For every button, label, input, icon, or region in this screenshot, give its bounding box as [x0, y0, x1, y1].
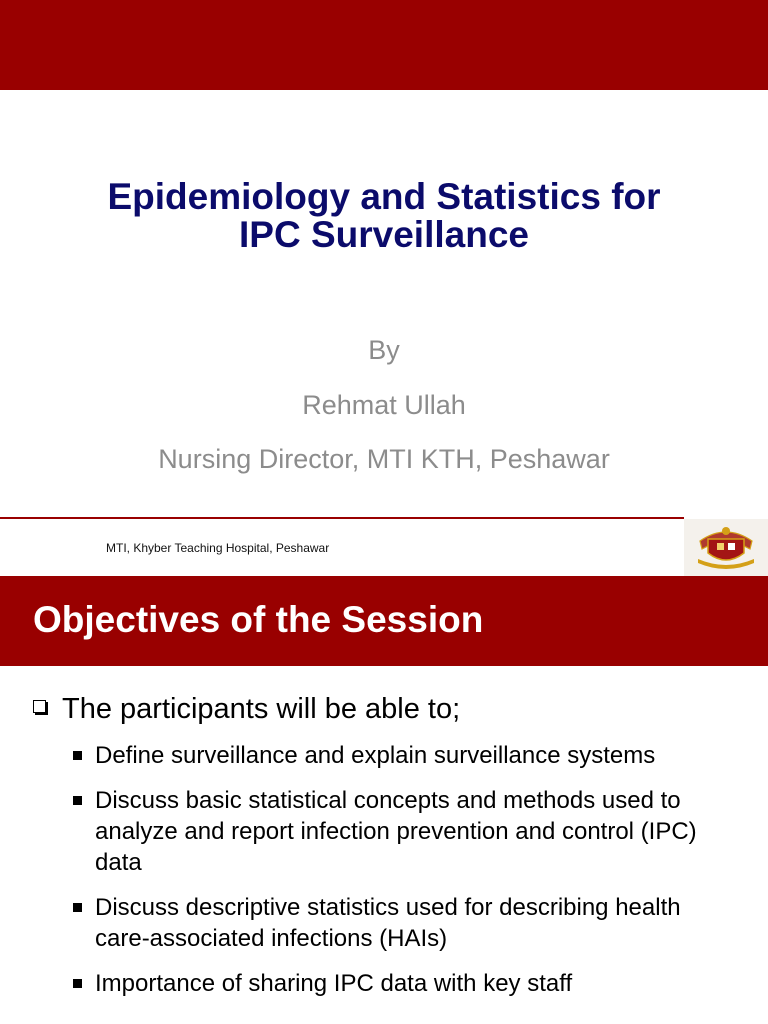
list-item-text: Define surveillance and explain surveillance systems — [95, 742, 656, 769]
list-item — [73, 968, 733, 999]
hospital-crest-icon — [684, 519, 768, 576]
list-item-text: Discuss basic statistical concepts and methods used to analyze and report infection prevention and control (IPC) data — [95, 787, 697, 876]
top-band — [0, 0, 768, 90]
objectives-heading: Objectives of the Session — [33, 599, 484, 640]
intro-text: The participants will be able to; — [62, 693, 461, 725]
slide-title-line-1: Epidemiology and Statistics for — [107, 176, 661, 217]
square-bullet-icon — [73, 903, 82, 912]
objectives-list — [73, 740, 733, 1013]
list-item — [73, 785, 733, 878]
list-item — [73, 740, 733, 771]
footer-text: MTI, Khyber Teaching Hospital, Peshawar — [106, 541, 330, 555]
author-role: Nursing Director, MTI KTH, Peshawar — [158, 444, 610, 474]
list-item-text: Importance of sharing IPC data with key staff — [95, 970, 573, 997]
square-bullet-icon — [73, 751, 82, 760]
square-bullet-icon — [73, 796, 82, 805]
objectives-slide — [0, 576, 768, 1024]
author-name: Rehmat Ullah — [302, 390, 466, 420]
footer-divider — [0, 517, 684, 519]
by-label: By — [368, 335, 400, 365]
slide-title-line-2: IPC Surveillance — [239, 214, 529, 255]
slide-title — [0, 178, 768, 254]
list-item — [73, 892, 733, 954]
list-item-text: Discuss descriptive statistics used for describing health care-associated infections (HAIs) — [95, 894, 681, 952]
hollow-square-bullet-icon — [33, 700, 46, 713]
square-bullet-icon — [73, 979, 82, 988]
